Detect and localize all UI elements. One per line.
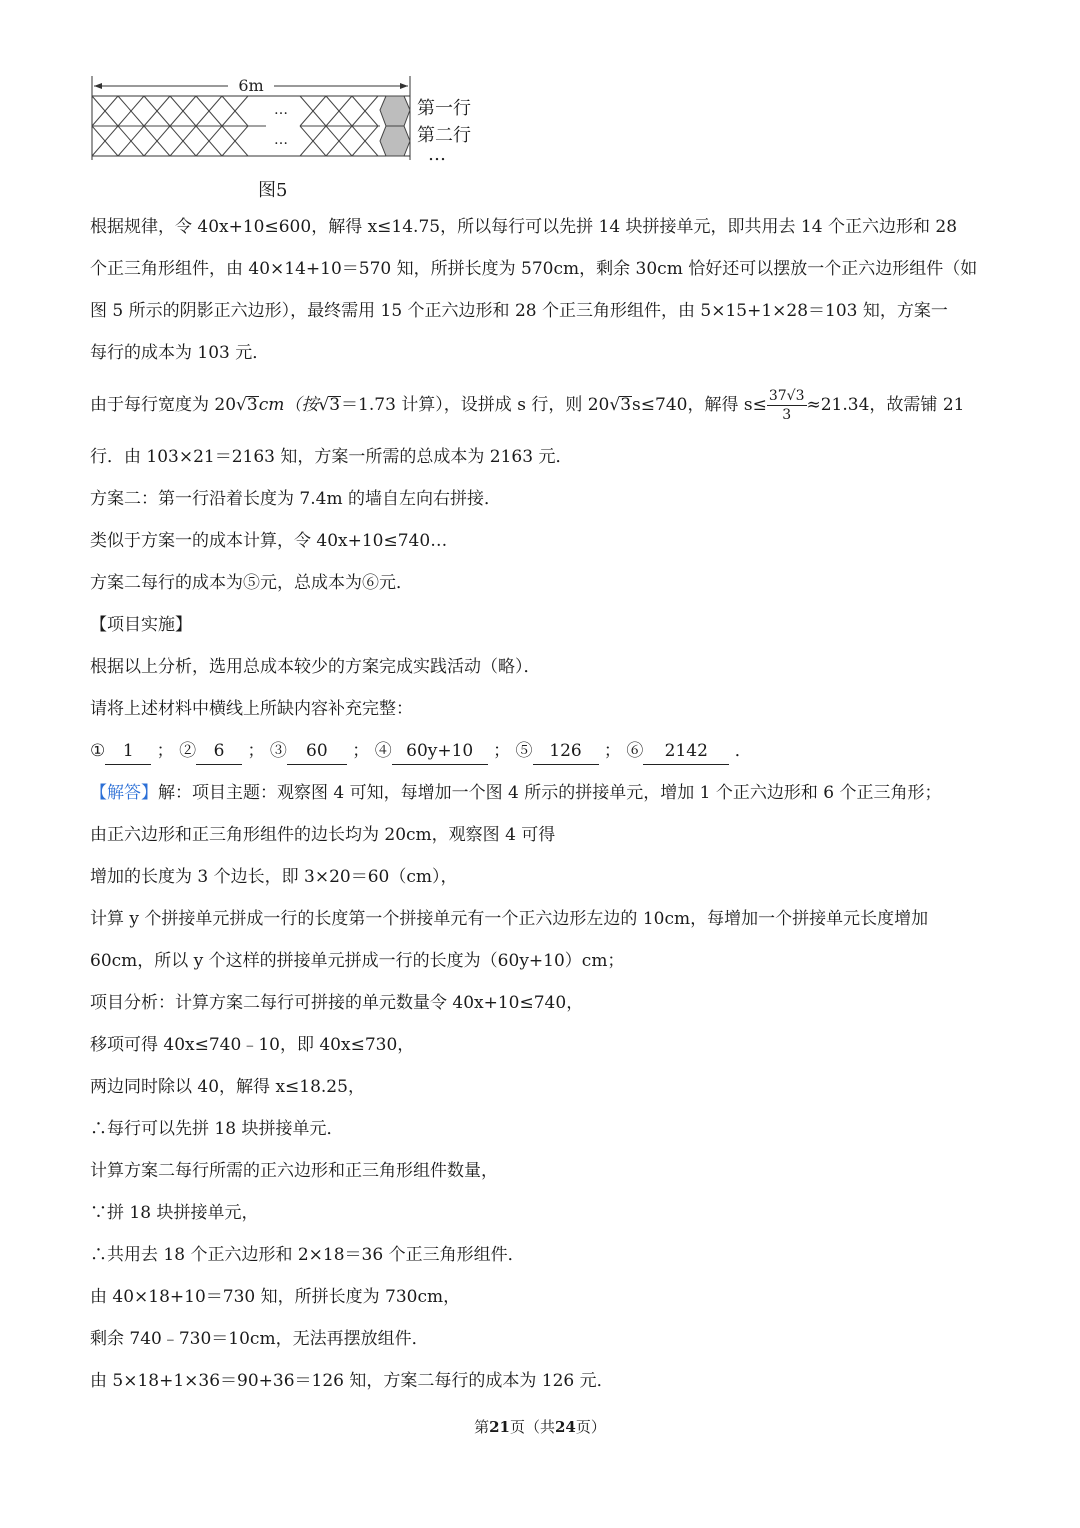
solution-tag: 【解答】 bbox=[90, 783, 158, 803]
text-line: 两边同时除以 40，解得 x≤18.25， bbox=[90, 1077, 365, 1097]
answer-blank-4: 60y+10 bbox=[392, 738, 488, 765]
text-line: 由 5×18+1×36＝90+36＝126 知，方案二每行的成本为 126 元． bbox=[90, 1371, 614, 1391]
answer-blank-6: 2142 bbox=[643, 738, 729, 765]
text-line: 60cm，所以 y 个这样的拼接单元拼成一行的长度为（60y+10）cm； bbox=[90, 951, 625, 971]
text-line: 计算 y 个拼接单元拼成一行的长度第一个拼接单元有一个正六边形左边的 10cm，每增加一个拼接单元长度增加 bbox=[90, 909, 929, 929]
text-line: 行．由 103×21＝2163 知，方案一所需的总成本为 2163 元． bbox=[90, 447, 573, 467]
text-line: ∴每行可以先拼 18 块拼接单元． bbox=[90, 1119, 344, 1139]
ellipsis-row1: … bbox=[274, 102, 288, 118]
document-body bbox=[90, 206, 1020, 1402]
fraction: $\frac{37√3}{3}$ bbox=[768, 388, 805, 423]
answer-line: ① 1 ； ② 6 ； ③ 60 ； ④ 60y+10 ； ⑤ 126 ； ⑥ 2142 ． bbox=[90, 730, 1020, 772]
text-line: 方案二每行的成本为⑤元，总成本为⑥元． bbox=[90, 573, 413, 593]
row-label-second: 第二行 bbox=[417, 125, 471, 146]
text-line: 方案二：第一行沿着长度为 7.4m 的墙自左向右拼接． bbox=[90, 489, 501, 509]
row-label-more: … bbox=[428, 144, 446, 165]
answer-blank-1: 1 bbox=[105, 738, 151, 765]
text-line: 增加的长度为 3 个边长，即 3×20＝60（cm）， bbox=[90, 867, 458, 887]
text-line: 剩余 740﹣730＝10cm，无法再摆放组件． bbox=[90, 1329, 429, 1349]
width-label: 6m bbox=[238, 76, 264, 95]
answer-blank-3: 60 bbox=[287, 738, 347, 765]
answer-blank-5: 126 bbox=[533, 738, 599, 765]
text-line: 类似于方案一的成本计算，令 40x+10≤740… bbox=[90, 531, 448, 551]
answer-blank-2: 6 bbox=[196, 738, 242, 765]
text-line: 项目分析：计算方案二每行可拼接的单元数量令 40x+10≤740， bbox=[90, 993, 584, 1013]
width-calc-line: 由于每行宽度为 20√3cm（按√3＝1.73 计算），设拼成 s 行，则 20√3s≤740，解得 s≤ $\frac{37√3}{3}$ ≈21.34，故需铺 21 bbox=[90, 388, 965, 423]
text-line: 图 5 所示的阴影正六边形），最终需用 15 个正六边形和 28 个正三角形组件，由 5×15+1×28＝103 知，方案一 bbox=[90, 301, 948, 321]
text-line: 计算方案二每行所需的正六边形和正三角形组件数量， bbox=[90, 1161, 498, 1181]
text-line: 每行的成本为 103 元． bbox=[90, 343, 270, 363]
text-line: 根据规律，令 40x+10≤600，解得 x≤14.75，所以每行可以先拼 14 块拼接单元，即共用去 14 个正六边形和 28 bbox=[90, 217, 958, 237]
solution-first-line: 【解答】解：项目主题：观察图 4 可知，每增加一个图 4 所示的拼接单元，增加 1 个正六边形和 6 个正三角形； bbox=[90, 783, 942, 803]
text-line: ∴共用去 18 个正六边形和 2×18＝36 个正三角形组件． bbox=[90, 1245, 525, 1265]
total-page-number: 24 bbox=[555, 1418, 576, 1436]
text-line: 个正三角形组件，由 40×14+10＝570 知，所拼长度为 570cm，剩余 30cm 恰好还可以摆放一个正六边形组件（如 bbox=[90, 259, 978, 279]
text-line: 根据以上分析，选用总成本较少的方案完成实践活动（略）． bbox=[90, 657, 541, 677]
page-footer: 第21页（共24页） bbox=[474, 1418, 606, 1436]
text-line: 请将上述材料中横线上所缺内容补充完整： bbox=[90, 699, 413, 719]
text-line: 由正六边形和正三角形组件的边长均为 20cm，观察图 4 可得 bbox=[90, 825, 556, 845]
current-page-number: 21 bbox=[489, 1418, 510, 1436]
ellipsis-row2: … bbox=[274, 132, 288, 148]
text-line: ∵拼 18 块拼接单元， bbox=[90, 1203, 259, 1223]
section-heading: 【项目实施】 bbox=[90, 615, 192, 635]
text-line: 移项可得 40x≤740﹣10，即 40x≤730， bbox=[90, 1035, 415, 1055]
figure-caption: 图5 bbox=[258, 180, 288, 201]
row-label-first: 第一行 bbox=[417, 98, 471, 119]
text-line: 由 40×18+10＝730 知，所拼长度为 730cm， bbox=[90, 1287, 461, 1307]
